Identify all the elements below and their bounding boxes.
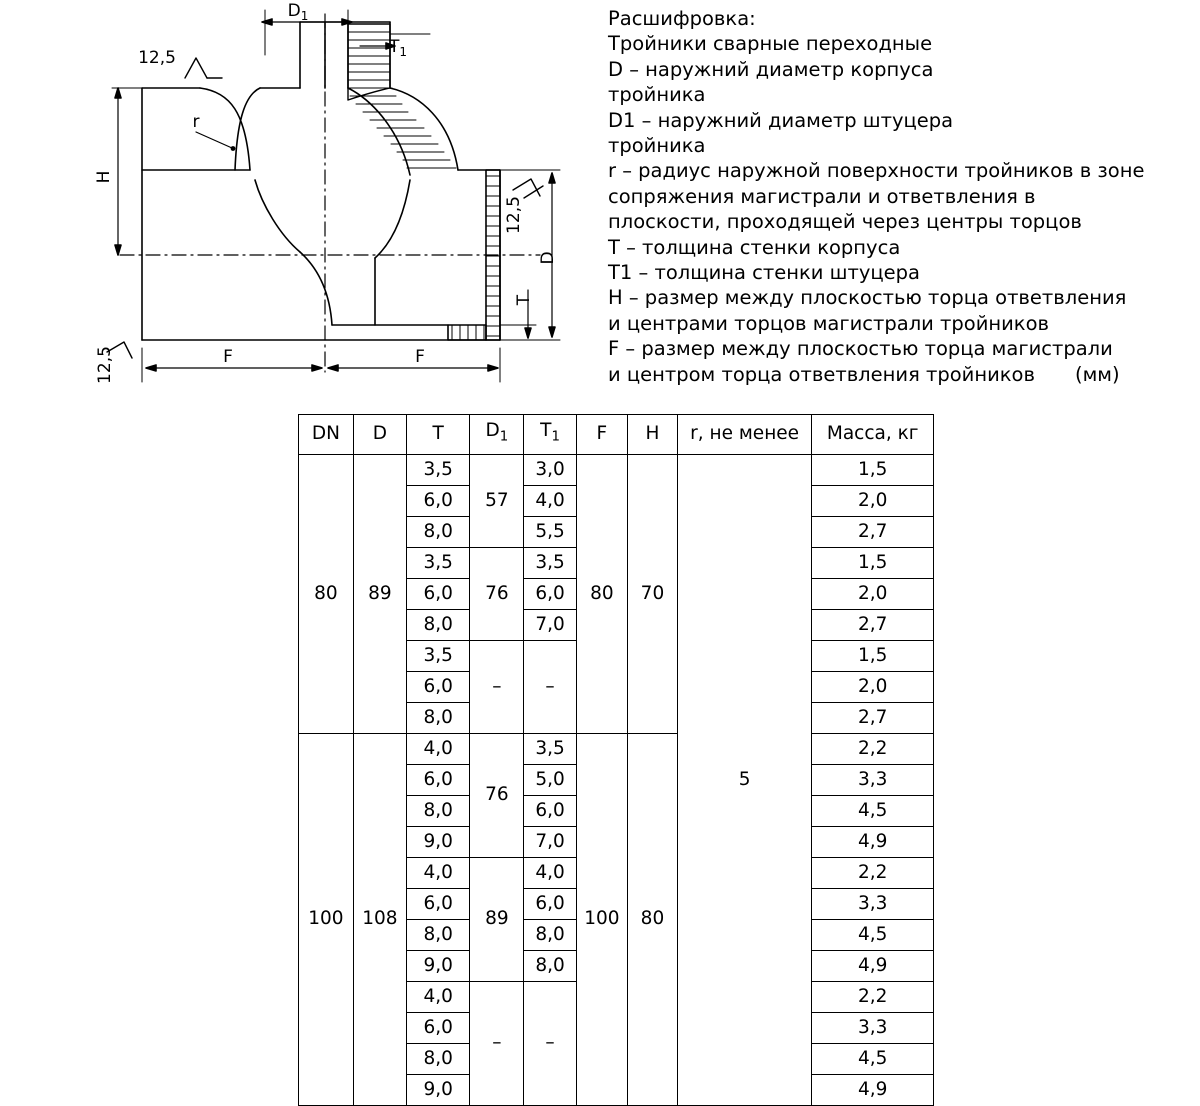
cell-mass: 2,2 bbox=[812, 733, 934, 764]
cell-t1: 6,0 bbox=[524, 888, 576, 919]
cell-t: 6,0 bbox=[406, 485, 469, 516]
spec-table bbox=[298, 414, 934, 1106]
cell-t1: 3,0 bbox=[524, 454, 576, 485]
cell-mass: 1,5 bbox=[812, 640, 934, 671]
cell-d1: 89 bbox=[470, 857, 524, 981]
col-header-t1: $T_1$ bbox=[524, 415, 576, 455]
cell-t: 6,0 bbox=[406, 888, 469, 919]
cell-mass: 2,7 bbox=[812, 702, 934, 733]
label-d1-top: $D_1$ bbox=[287, 1, 309, 23]
cell-mass: 4,9 bbox=[812, 1074, 934, 1105]
cell-r: 5 bbox=[677, 454, 812, 1105]
table-row bbox=[299, 454, 934, 485]
legend-line: D – наружний диаметр корпуса bbox=[608, 57, 934, 81]
cell-h: 80 bbox=[628, 733, 678, 1105]
table-header-row bbox=[299, 415, 934, 455]
legend-block bbox=[608, 6, 1194, 387]
cell-t: 9,0 bbox=[406, 950, 469, 981]
cell-mass: 2,2 bbox=[812, 981, 934, 1012]
legend-units: (мм) bbox=[1074, 362, 1120, 386]
cell-mass: 2,0 bbox=[812, 485, 934, 516]
col-header-d: D bbox=[353, 415, 406, 455]
cell-d: 108 bbox=[353, 733, 406, 1105]
cell-f: 80 bbox=[576, 454, 627, 733]
label-roughness-bottom-left: 12,5 bbox=[95, 346, 115, 384]
legend-line: H – размер между плоскостью торца ответвления bbox=[608, 286, 1127, 310]
label-t1: $T_1$ bbox=[388, 37, 408, 59]
cell-d1: 57 bbox=[470, 454, 524, 547]
cell-t: 6,0 bbox=[406, 578, 469, 609]
cell-t: 8,0 bbox=[406, 516, 469, 547]
legend-line: и центрами торцов магистрали тройников bbox=[608, 311, 1050, 335]
tee-fitting-drawing bbox=[0, 0, 600, 400]
cell-mass: 2,7 bbox=[812, 609, 934, 640]
cell-mass: 3,3 bbox=[812, 888, 934, 919]
col-header-t: T bbox=[406, 415, 469, 455]
cell-mass: 2,0 bbox=[812, 671, 934, 702]
cell-mass: 3,3 bbox=[812, 764, 934, 795]
label-roughness-top-left: 12,5 bbox=[138, 48, 176, 68]
cell-mass: 1,5 bbox=[812, 454, 934, 485]
legend-line: T1 – толщина стенки штуцера bbox=[608, 261, 920, 285]
legend-line: сопряжения магистрали и ответвления в bbox=[608, 184, 1036, 208]
cell-t1: – bbox=[524, 981, 576, 1105]
cell-t: 4,0 bbox=[406, 857, 469, 888]
cell-t1: 4,0 bbox=[524, 857, 576, 888]
label-t: T bbox=[514, 294, 534, 306]
cell-t: 4,0 bbox=[406, 733, 469, 764]
cell-dn: 80 bbox=[299, 454, 354, 733]
cell-mass: 2,7 bbox=[812, 516, 934, 547]
cell-t1: 5,0 bbox=[524, 764, 576, 795]
cell-t: 3,5 bbox=[406, 547, 469, 578]
cell-t: 6,0 bbox=[406, 1012, 469, 1043]
legend-last-line-row bbox=[608, 362, 1194, 387]
cell-t1: 7,0 bbox=[524, 609, 576, 640]
cell-mass: 1,5 bbox=[812, 547, 934, 578]
cell-t1: 6,0 bbox=[524, 795, 576, 826]
cell-d1: 76 bbox=[470, 733, 524, 857]
col-header-mass: Масса, кг bbox=[812, 415, 934, 455]
cell-mass: 3,3 bbox=[812, 1012, 934, 1043]
cell-t: 8,0 bbox=[406, 919, 469, 950]
legend-line: D1 – наружний диаметр штуцера bbox=[608, 108, 954, 132]
cell-t: 3,5 bbox=[406, 640, 469, 671]
legend-line: тройника bbox=[608, 83, 706, 107]
legend-line: и центром торца ответвления тройников bbox=[608, 362, 1035, 386]
label-f-left: F bbox=[223, 347, 233, 367]
cell-t1: 3,5 bbox=[524, 547, 576, 578]
cell-t1: – bbox=[524, 640, 576, 733]
cell-t1: 8,0 bbox=[524, 919, 576, 950]
cell-t1: 4,0 bbox=[524, 485, 576, 516]
legend-title: Расшифровка: bbox=[608, 7, 756, 30]
cell-t1: 5,5 bbox=[524, 516, 576, 547]
cell-t: 6,0 bbox=[406, 764, 469, 795]
col-header-h: H bbox=[628, 415, 678, 455]
cell-mass: 2,0 bbox=[812, 578, 934, 609]
cell-t: 9,0 bbox=[406, 826, 469, 857]
legend-line: плоскости, проходящей через центры торцов bbox=[608, 210, 1082, 234]
cell-mass: 4,5 bbox=[812, 1043, 934, 1074]
cell-t: 8,0 bbox=[406, 702, 469, 733]
label-h: H bbox=[94, 170, 114, 184]
cell-mass: 4,5 bbox=[812, 795, 934, 826]
col-header-f: F bbox=[576, 415, 627, 455]
legend-line: тройника bbox=[608, 134, 706, 158]
cell-t1: 6,0 bbox=[524, 578, 576, 609]
legend-line: r – радиус наружной поверхности тройников в зоне bbox=[608, 159, 1145, 183]
label-roughness-right: 12,5 bbox=[504, 196, 524, 234]
cell-mass: 4,9 bbox=[812, 950, 934, 981]
cell-t1: 3,5 bbox=[524, 733, 576, 764]
cell-dn: 100 bbox=[299, 733, 354, 1105]
legend-line: T – толщина стенки корпуса bbox=[608, 235, 901, 259]
cell-f: 100 bbox=[576, 733, 627, 1105]
cell-d1: 76 bbox=[470, 547, 524, 640]
cell-t1: 8,0 bbox=[524, 950, 576, 981]
cell-t: 8,0 bbox=[406, 795, 469, 826]
cell-h: 70 bbox=[628, 454, 678, 733]
col-header-dn: DN bbox=[299, 415, 354, 455]
cell-t: 6,0 bbox=[406, 671, 469, 702]
cell-mass: 4,5 bbox=[812, 919, 934, 950]
label-r: r bbox=[192, 112, 200, 132]
col-header-r: r, не менее bbox=[677, 415, 812, 455]
cell-t1: 7,0 bbox=[524, 826, 576, 857]
table-row bbox=[299, 733, 934, 764]
label-f-right: F bbox=[415, 347, 425, 367]
cell-d1: – bbox=[470, 981, 524, 1105]
cell-t: 8,0 bbox=[406, 609, 469, 640]
cell-t: 9,0 bbox=[406, 1074, 469, 1105]
legend-line: F – размер между плоскостью торца магистрали bbox=[608, 337, 1113, 361]
cell-t: 3,5 bbox=[406, 454, 469, 485]
cell-mass: 4,9 bbox=[812, 826, 934, 857]
cell-mass: 2,2 bbox=[812, 857, 934, 888]
cell-d: 89 bbox=[353, 454, 406, 733]
spec-table-wrapper bbox=[298, 414, 934, 1106]
col-header-d1: $D_1$ bbox=[470, 415, 524, 455]
legend-line: Тройники сварные переходные bbox=[608, 32, 933, 56]
cell-t: 4,0 bbox=[406, 981, 469, 1012]
cell-d1: – bbox=[470, 640, 524, 733]
cell-t: 8,0 bbox=[406, 1043, 469, 1074]
label-d: D bbox=[538, 251, 558, 265]
